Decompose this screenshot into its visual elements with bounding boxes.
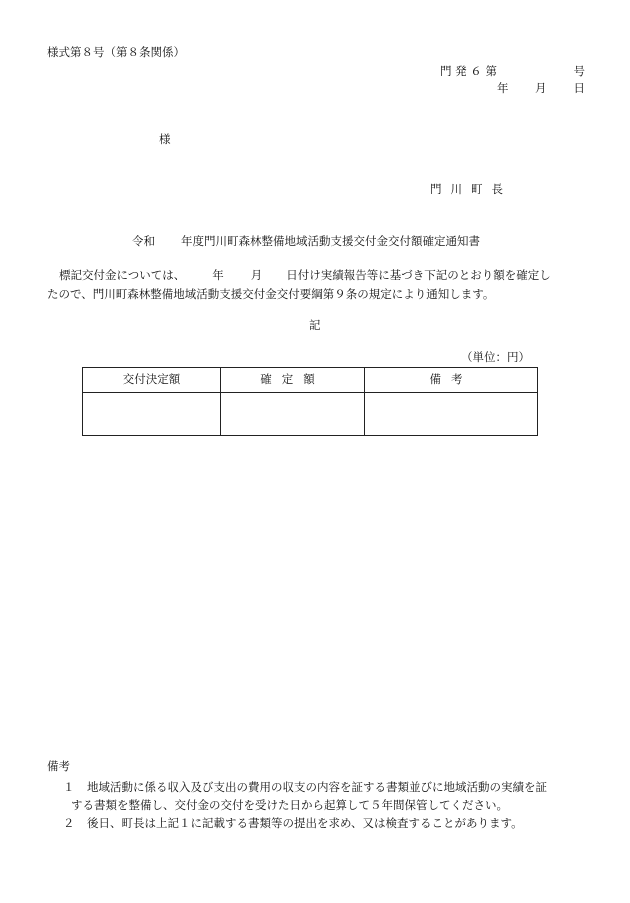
cell-remarks (365, 393, 538, 436)
header-confirmed-amount: 確定額 (221, 368, 365, 393)
table-row (83, 393, 538, 436)
remarks-list (47, 778, 587, 832)
title-text: 年度門川町森林整備地域活動支援交付金交付額確定通知書 (181, 234, 480, 248)
remarks-item-number: ２ (63, 816, 75, 830)
cell-confirmed-amount (221, 393, 365, 436)
recipient-honorific: 様 (159, 132, 171, 146)
remarks-item-text-cont: する書類を整備し、交付金の交付を受けた日から起算して５年間保管してください。 (71, 798, 508, 812)
document-number-prefix: 門 発 ６ 第 (440, 64, 497, 78)
body-continuation: 日付け実績報告等に基づき下記のとおり額を確定し (286, 268, 551, 282)
notice-body-line1 (47, 266, 587, 285)
unit-label: （単位：円） (461, 350, 530, 364)
table-header-row (83, 368, 538, 393)
document-title (132, 236, 480, 248)
remarks-item-text: 後日、町長は上記１に記載する書類等の提出を求め、又は検査することがあります。 (87, 816, 523, 830)
cell-decided-amount (83, 393, 221, 436)
notice-body-line2: たので、門川町森林整備地域活動支援交付金交付要綱第９条の規定により通知します。 (47, 287, 495, 301)
form-number: 様式第８号（第８条関係） (47, 45, 185, 59)
remarks-item (47, 778, 587, 814)
sender-name: 門川町長 (430, 182, 512, 196)
body-year: 年 (212, 268, 224, 282)
remarks-item-text: 地域活動に係る収入及び支出の費用の収支の内容を証する書類並びに地域活動の実績を証 (87, 780, 547, 794)
date-day: 日 (573, 81, 585, 95)
body-month: 月 (250, 268, 263, 282)
remarks-item-number: １ (63, 780, 75, 794)
header-remarks: 備考 (365, 368, 538, 393)
date-month: 月 (535, 81, 547, 95)
document-number-suffix: 号 (573, 64, 585, 78)
ki-heading: 記 (309, 318, 321, 332)
notice-body (47, 266, 587, 304)
header-decided-amount: 交付決定額 (83, 368, 221, 393)
amount-table (82, 367, 538, 436)
body-intro: 標記交付金については、 (59, 268, 186, 282)
title-era: 令和 (132, 234, 155, 248)
date-year: 年 (497, 81, 509, 95)
remarks-heading: 備考 (47, 759, 70, 773)
remarks-item (47, 814, 587, 832)
